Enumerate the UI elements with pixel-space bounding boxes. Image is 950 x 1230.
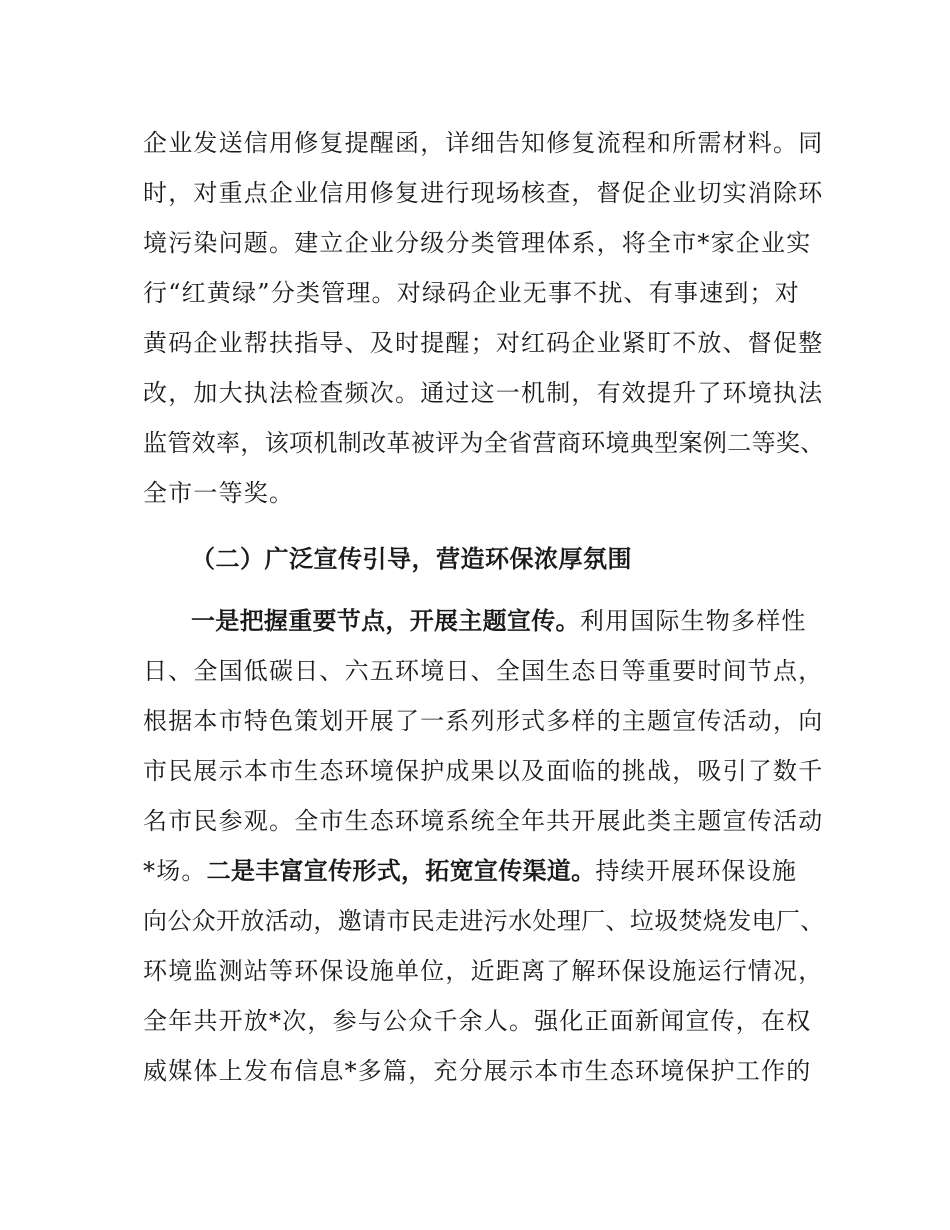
paragraph-line: 向公众开放活动，邀请市民走进污水处理厂、垃圾焚烧发电厂、 <box>143 907 825 935</box>
paragraph-line: 市民展示本市生态环境保护成果以及面临的挑战，吸引了数千 <box>143 757 824 785</box>
paragraph-line: 根据本市特色策划开展了一系列形式多样的主题宣传活动，向 <box>143 707 824 735</box>
paragraph-line: 日、全国低碳日、六五环境日、全国生态日等重要时间节点， <box>143 657 824 685</box>
line-text: *场。 <box>143 857 207 885</box>
paragraph-line: 环境监测站等环保设施单位，近距离了解环保设施运行情况， <box>143 957 824 985</box>
paragraph-line <box>143 855 797 887</box>
bold-lead-phrase: 一是把握重要节点，开展主题宣传。 <box>191 607 580 635</box>
line-text: 利用国际生物多样性 <box>579 607 807 635</box>
paragraph-line: 行“红黄绿”分类管理。对绿码企业无事不扰、有事速到；对 <box>143 279 800 307</box>
section-heading: （二）广泛宣传引导，营造环保浓厚氛围 <box>191 545 632 573</box>
paragraph-line: 境污染问题。建立企业分级分类管理体系，将全市*家企业实 <box>143 229 812 257</box>
paragraph-line: 全年共开放*次，参与公众千余人。强化正面新闻宣传，在权 <box>143 1007 812 1035</box>
paragraph-line: 黄码企业帮扶指导、及时提醒；对红码企业紧盯不放、督促整 <box>143 329 824 357</box>
paragraph-line: 威媒体上发布信息*多篇，充分展示本市生态环境保护工作的 <box>143 1057 812 1085</box>
paragraph-line: 名市民参观。全市生态环境系统全年共开展此类主题宣传活动 <box>143 807 824 835</box>
paragraph-line: 改，加大执法检查频次。通过这一机制，有效提升了环境执法 <box>143 379 824 407</box>
paragraph-line: 时，对重点企业信用修复进行现场核查，督促企业切实消除环 <box>143 179 824 207</box>
line-text: 持续开展环保设施 <box>595 857 798 885</box>
paragraph-line: 全市一等奖。 <box>143 479 295 507</box>
paragraph-line: 监管效率，该项机制改革被评为全省营商环境典型案例二等奖、 <box>143 429 825 457</box>
paragraph-line <box>191 605 807 637</box>
bold-lead-phrase: 二是丰富宣传形式，拓宽宣传渠道。 <box>206 857 596 885</box>
paragraph-line: 企业发送信用修复提醒函，详细告知修复流程和所需材料。同 <box>143 129 824 157</box>
